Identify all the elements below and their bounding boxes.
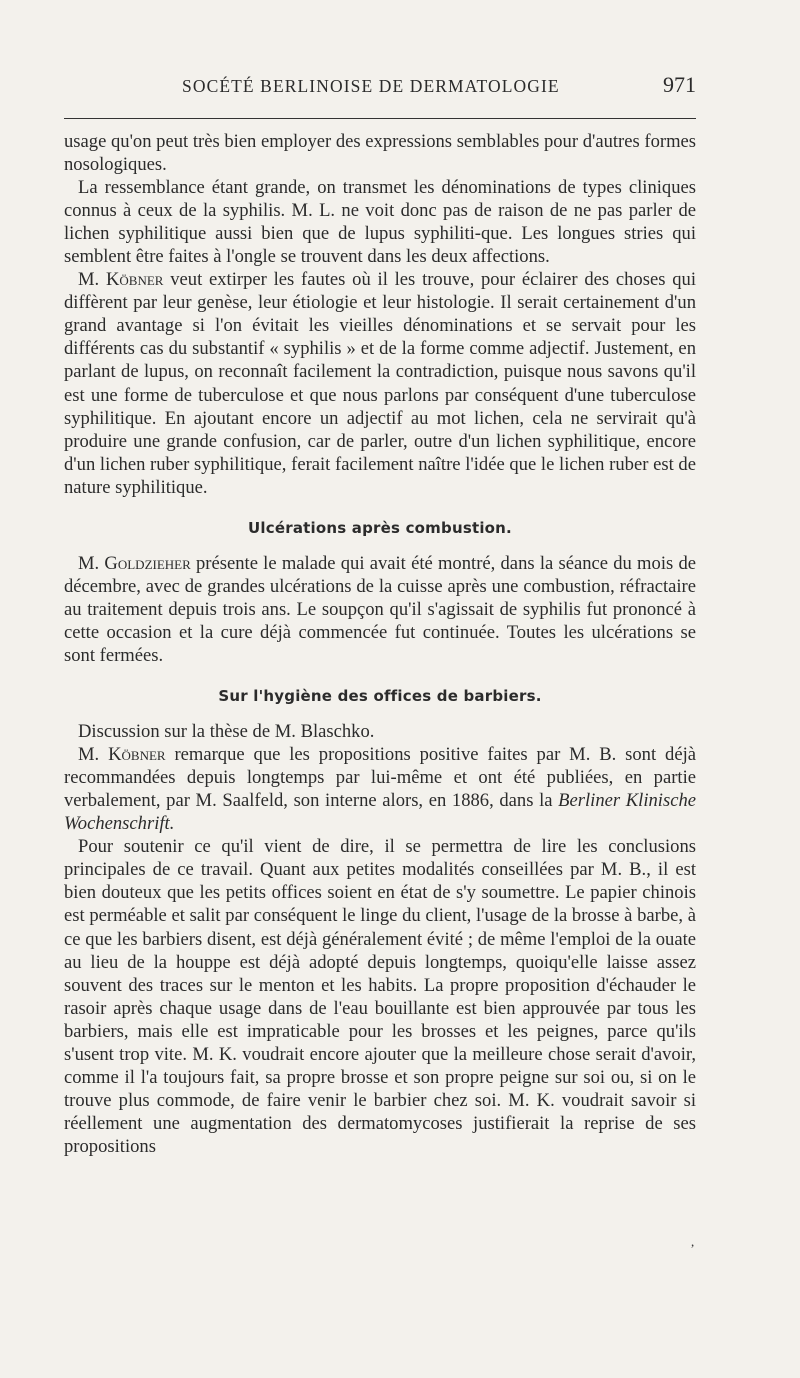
speaker-name: Goldzieher	[104, 552, 191, 574]
paragraph-discussion: Discussion sur la thèse de M. Blaschko.	[78, 721, 375, 743]
paragraph-continuation: usage qu'on peut très bien employer des expressions semblables pour d'autres formes nosologiques.	[64, 131, 697, 176]
salutation: M.	[78, 269, 106, 291]
salutation: M.	[78, 552, 105, 574]
speaker-name: Köbner	[108, 744, 166, 766]
page-number: 971	[663, 72, 696, 97]
paragraph-soutenir: Pour soutenir ce qu'il vient de dire, il se permettra de lire les conclusions principales de ce travail. Quant aux petites modalités conseillées par M. B., il est bien douteux que les petits offices soient en état de s'y soumettre. Le papier chinois est perméable et salit par conséquent le linge du client, l'usage de la brosse à barbe, à ce que les barbiers disent, est déjà généralement évité ; de même l'emploi de la ouate au lieu de la houppe est déjà adopté depuis longtemps, quoiqu'elle laisse assez souvent des traces sur le menton et les habits. La propre proposition d'échauder le rasoir après chaque usage dans de l'eau bouillante est bien approuvée par tous les barbiers, mais elle est impraticable pour les brosses et les peignes, parce qu'ils s'usent trop vite. M. K. voudrait encore ajouter que la meilleure chose serait d'avoir, comme il l'a toujours fait, sa propre brosse et son propre peigne sur soi ou, si on le trouve plus commode, de faire venir le barbier chez soi. M. K. voudrait savoir si réellement une augmentation des dermatomycoses justifierait la reprise de ses propositions	[64, 836, 696, 1157]
paragraph-kobner-1	[64, 268, 696, 498]
section-heading-hygiene: Sur l'hygiène des offices de barbiers.	[218, 687, 542, 706]
paragraph-text: présente le malade qui avait été montré, dans la séance du mois de décembre, avec de grandes ulcérations de la cuisse après une combustion, réfractaire au traitement depuis trois ans. Le soupçon qu'il s'agissait de syphilis fut prononcé à cette occasion et la cure déjà commencée fut continuée. Toutes les ulcérations se sont fermées.	[64, 552, 696, 666]
paragraph-kobner-2	[64, 743, 696, 835]
page-header	[64, 74, 696, 102]
paragraph-text: remarque que les propositions positive faites par M. B. sont déjà recommandées depuis longtemps par lui-même et ont été publiées, en partie verbalement, par M. Saalfeld, son interne alors, en 1886, dans la	[64, 744, 696, 812]
article-body	[64, 130, 696, 1158]
running-title: SOCÉTÉ BERLINOISE DE DERMATOLOGIE	[182, 76, 560, 96]
paragraph-ressemblance: La ressemblance étant grande, on transmet les dénominations de types cliniques connus à ceux de la syphilis. M. L. ne voit donc pas de raison de ne pas parler de lichen syphilitique aussi bien que de lupus syphiliti-que. Les longues stries qui semblent être faites à l'ongle se trouvent dans les deux affections.	[64, 177, 696, 268]
header-rule	[64, 118, 696, 119]
section-heading-ulcerations: Ulcérations après combustion.	[248, 518, 512, 537]
journal-title: Berliner Klinische Wochenschrift.	[64, 790, 696, 835]
paragraph-goldzieher	[64, 552, 696, 667]
paragraph-text: veut extirper les fautes où il les trouve, pour éclairer des choses qui diffèrent par leur genèse, leur étiologie et leur histologie. Il serait certainement d'un grand avantage si l'on évitait les vieilles dénominations et se servait pour les différents cas du substantif « syphilis » et de la forme comme adjectif. Justement, en parlant de lupus, on reconnaît facilement la contradiction, puisque nous savons qu'il est une forme de tuberculose et que nous parlons par conséquent d'une tuberculose syphilitique. En ajoutant encore un adjectif au mot lichen, cela ne servirait qu'à produire une grande confusion, car de parler, outre d'un lichen syphilitique, encore d'un lichen ruber syphilitique, ferait facilement naître l'idée que le lichen ruber est de nature syphilitique.	[64, 269, 696, 498]
stray-mark: ,	[691, 1234, 695, 1249]
salutation: M.	[78, 744, 109, 766]
speaker-name: Köbner	[105, 269, 164, 291]
